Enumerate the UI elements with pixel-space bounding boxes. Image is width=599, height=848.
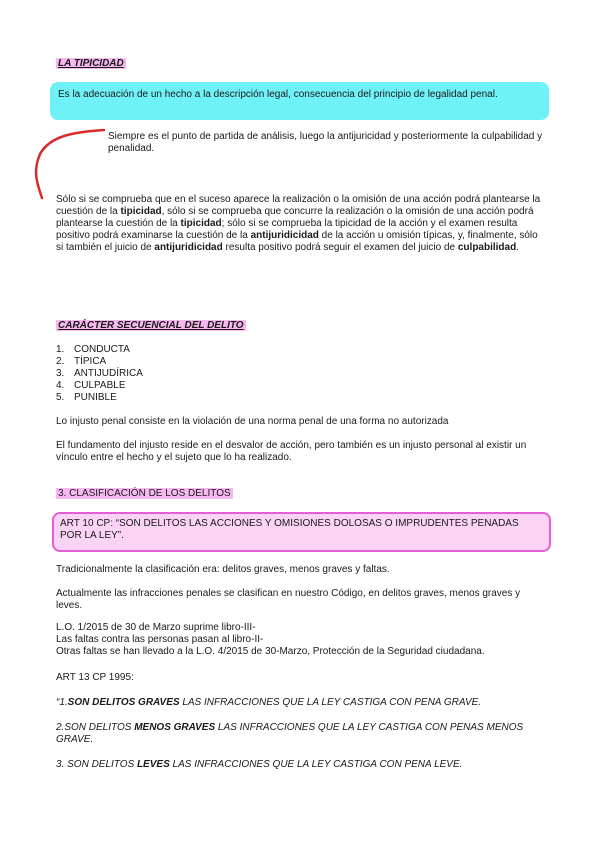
text-run: , sólo si se comprueba que concurre la realización o la omisión de una acción podrá plantearse la cuestión de la bbox=[56, 206, 534, 229]
tipicidad-definition: Es la adecuación de un hecho a la descripción legal, consecuencia del principio de legalidad penal. bbox=[58, 89, 498, 100]
list-item: 1. CONDUCTA bbox=[56, 344, 130, 355]
lo-line: L.O. 1/2015 de 30 de Marzo suprime libro-III- bbox=[56, 622, 256, 633]
text-run: LAS INFRACCIONES QUE LA LEY CASTIGA CON PENA LEVE. bbox=[169, 759, 463, 770]
delitos-menos-graves-text bbox=[56, 722, 546, 746]
text-run: ; sólo si se comprueba la tipicidad de la acción y el examen resulta positivo podrá examinarse la cuestión de la bbox=[56, 218, 518, 241]
red-bracket-annotation-icon bbox=[28, 124, 108, 204]
text-run: “1. bbox=[56, 697, 68, 708]
tradicional-text: Tradicionalmente la clasificación era: delitos graves, menos graves y faltas. bbox=[56, 564, 390, 575]
text-run: Sólo si se comprueba que en el suceso aparece la realización o la omisión de una acción podrá plantearse la cuestión de la bbox=[56, 194, 541, 217]
text-run: LAS INFRACCIONES QUE LA LEY CASTIGA CON PENA GRAVE. bbox=[179, 697, 482, 708]
lo-line: Otras faltas se han llevado a la L.O. 4/2015 de 30-Marzo, Protección de la Seguridad ciudadana. bbox=[56, 646, 485, 657]
bold-term: antijuridicidad bbox=[154, 242, 223, 253]
delitos-graves-text bbox=[56, 697, 546, 709]
actual-text: Actualmente las infracciones penales se clasifican en nuestro Código, en delitos graves, menos graves y leves. bbox=[56, 588, 521, 611]
art13-heading: ART 13 CP 1995: bbox=[56, 672, 134, 683]
bold-term: LEVES bbox=[136, 759, 170, 770]
text-run: 3. SON DELITOS bbox=[56, 759, 137, 770]
section-title-tipicidad: LA TIPICIDAD bbox=[58, 58, 124, 69]
art10-text: ART 10 CP: “SON DELITOS LAS ACCIONES Y OMISIONES DOLOSAS O IMPRUDENTES PENADAS POR LA LEY”. bbox=[60, 518, 519, 541]
delitos-leves-text bbox=[56, 759, 546, 771]
text-run: de la acción u omisión típicas, y, finalmente, sólo si también el juicio de bbox=[56, 230, 538, 253]
fundamento-text: El fundamento del injusto reside en el desvalor de acción, pero también es un injusto personal al existir un vínculo entre el hecho y el sujeto que lo ha realizado. bbox=[56, 440, 527, 463]
definition-highlight-box bbox=[50, 82, 549, 120]
list-item: 3. ANTIJUDÍRICA bbox=[56, 368, 143, 379]
bold-term: SON DELITOS GRAVES bbox=[67, 697, 180, 708]
list-item: 2. TÍPICA bbox=[56, 356, 107, 367]
tipicidad-paragraph bbox=[56, 194, 546, 254]
lo-block bbox=[56, 622, 556, 658]
text-run: 2.SON DELITOS bbox=[56, 722, 135, 733]
bold-term: antijuridicidad bbox=[250, 230, 319, 241]
bold-term: culpabilidad bbox=[457, 242, 517, 253]
secuencial-list bbox=[56, 344, 143, 404]
section-title-clasificacion: 3. CLASIFICACIÓN DE LOS DELITOS bbox=[58, 488, 231, 499]
text-run: resulta positivo podrá seguir el examen del juicio de bbox=[222, 242, 458, 253]
injusto-text: Lo injusto penal consiste en la violación de una norma penal de una forma no autorizada bbox=[56, 416, 449, 427]
text-run: . bbox=[516, 242, 519, 253]
siempre-text: Siempre es el punto de partida de análisis, luego la antijuricidad y posteriormente la culpabilidad y penalidad. bbox=[108, 131, 543, 154]
lo-line: Las faltas contra las personas pasan al libro-II- bbox=[56, 634, 264, 645]
bold-term: tipicidad bbox=[120, 206, 162, 217]
section-title-secuencial: CARÁCTER SECUENCIAL DEL DELITO bbox=[58, 320, 244, 331]
list-item: 5. PUNIBLE bbox=[56, 392, 117, 403]
text-run: LAS INFRACCIONES QUE LA LEY CASTIGA CON PENAS MENOS GRAVE. bbox=[56, 722, 524, 745]
bold-term: MENOS GRAVES bbox=[134, 722, 216, 733]
list-item: 4. CULPABLE bbox=[56, 380, 126, 391]
bold-term: tipicidad bbox=[180, 218, 222, 229]
